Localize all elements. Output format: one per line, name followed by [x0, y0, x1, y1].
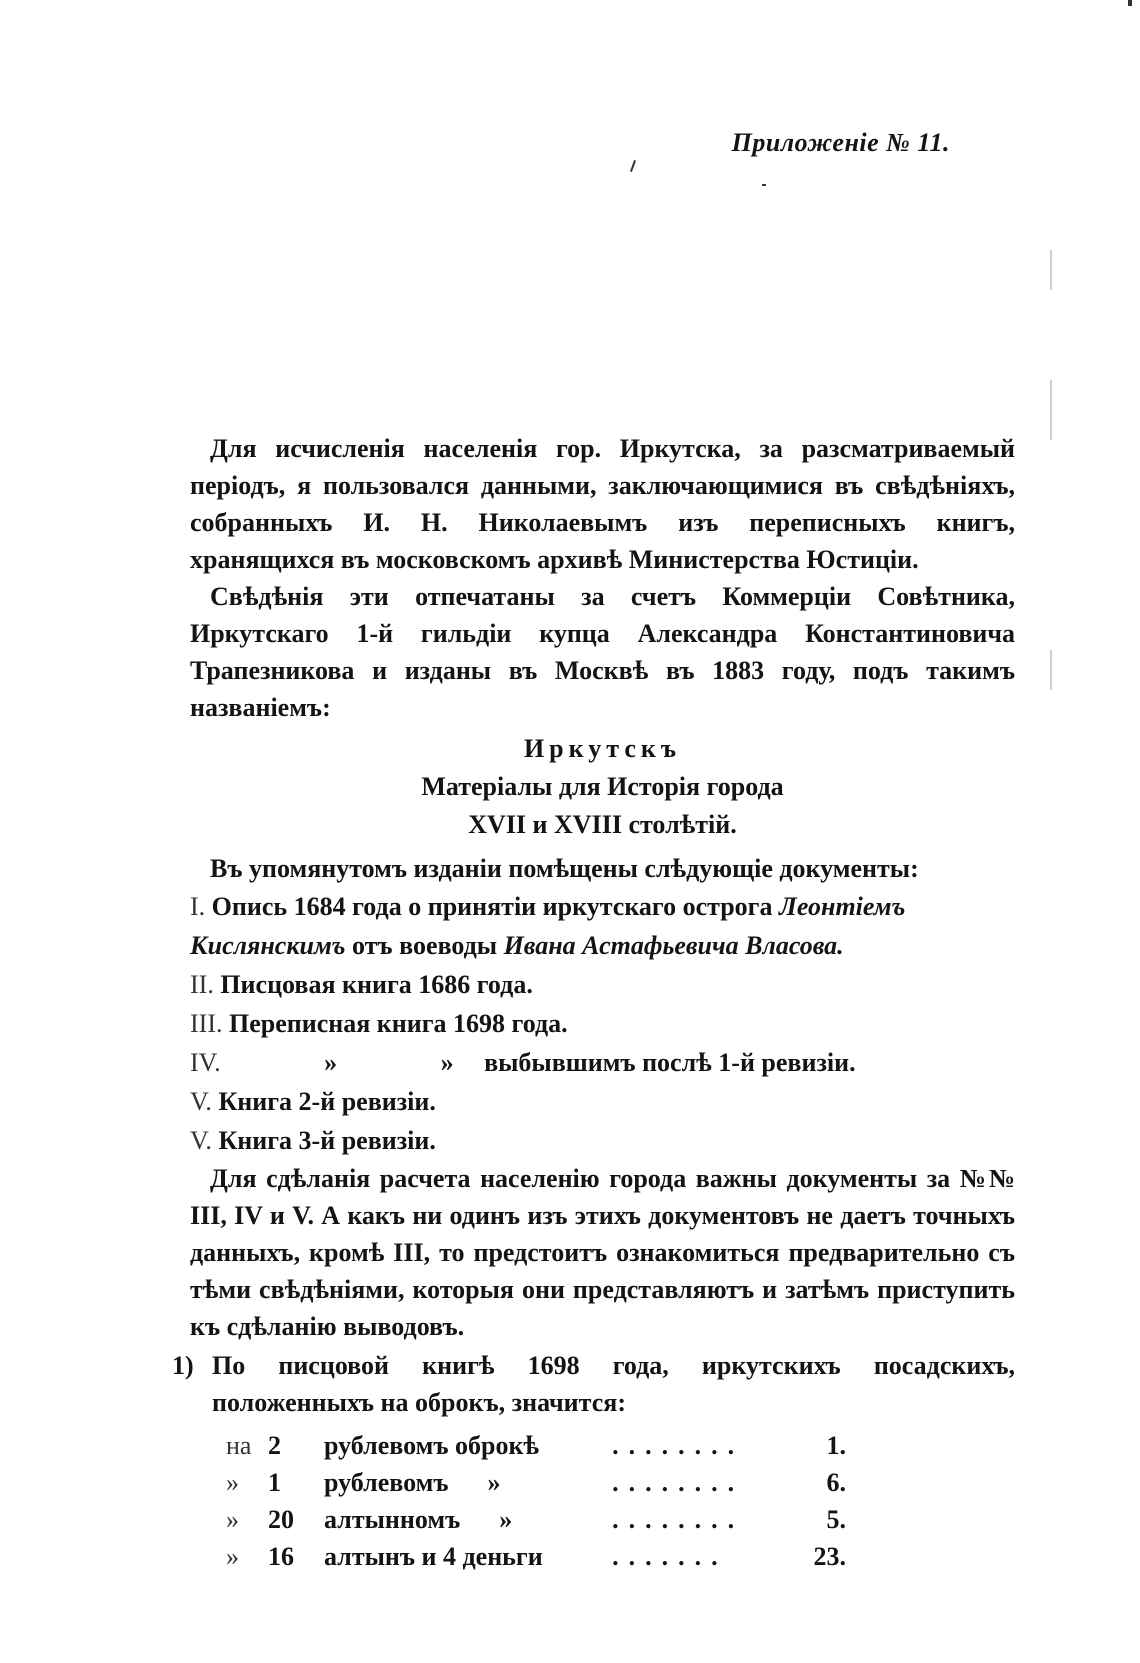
table-row	[226, 1427, 846, 1464]
obrok-table	[226, 1427, 846, 1575]
row-value: 1.	[826, 1431, 846, 1460]
row-desc: алтынномъ »	[324, 1505, 513, 1534]
row-prefix: »	[226, 1542, 239, 1571]
scan-speck	[762, 184, 766, 186]
title-line-2: Матеріалы для Исторія города	[421, 772, 784, 801]
row-value: 6.	[826, 1468, 846, 1497]
analysis-paragraph: Для сдѣланія расчета населенію города важны документы за №№ III, IV и V. А какъ ни одинъ изъ этихъ документовъ не даетъ точныхъ данныхъ, кромѣ III, то предстоитъ ознакомиться предварительно съ тѣми свѣдѣніями, которыя они представляютъ и затѣмъ приступить къ сдѣланію выводовъ.	[190, 1164, 1015, 1341]
document-text: Книга 2-й ревизіи.	[218, 1087, 436, 1116]
documents-intro: Въ упомянутомъ изданіи помѣщены слѣдующіе документы:	[210, 854, 919, 883]
scan-edge-line	[1050, 650, 1052, 690]
appendix-header: Приложеніе № 11.	[731, 128, 950, 157]
table-row	[226, 1501, 846, 1538]
row-prefix: »	[226, 1468, 239, 1497]
document-item	[190, 1082, 1015, 1121]
row-prefix: »	[226, 1505, 239, 1534]
row-leader: .......	[612, 1542, 728, 1571]
scan-speck	[1128, 0, 1132, 6]
numbered-item	[172, 1347, 1015, 1421]
document-text-italic: Леонтіемъ Кислянскимъ	[190, 892, 906, 960]
document-item	[190, 887, 1015, 965]
scan-edge-line	[1050, 250, 1052, 290]
document-roman: V.	[190, 1087, 212, 1116]
row-desc: алтынъ и 4 деньги	[324, 1542, 543, 1571]
publication-title	[190, 730, 1015, 844]
document-roman: II.	[190, 970, 214, 999]
document-text: Книга 3-й ревизіи.	[218, 1126, 436, 1155]
row-amount: 20	[268, 1505, 294, 1534]
row-desc: рублевомъ оброкѣ	[324, 1431, 540, 1460]
table-row	[226, 1464, 846, 1501]
document-text: отъ воеводы	[352, 931, 498, 960]
document-item	[190, 1121, 1015, 1160]
ditto-mark: »	[440, 1048, 454, 1077]
row-leader: ........	[612, 1468, 745, 1497]
document-item	[190, 965, 1015, 1004]
item-text: По писцовой книгѣ 1698 года, иркутскихъ посадскихъ, положенныхъ на оброкъ, значится:	[212, 1351, 1015, 1417]
document-text-italic: Ивана Астафьевича Власова.	[503, 931, 844, 960]
publication-paragraph: Свѣдѣнія эти отпечатаны за счетъ Коммерціи Совѣтника, Иркутскаго 1-й гильдіи купца Александра Константиновича Трапезникова и изданы въ Москвѣ въ 1883 году, подъ такимъ названіемъ:	[190, 582, 1015, 722]
row-prefix: на	[226, 1431, 252, 1460]
document-text: выбывшимъ послѣ 1-й ревизіи.	[484, 1048, 856, 1077]
title-line-3: XVII и XVIII столѣтій.	[468, 810, 737, 839]
row-amount: 1	[268, 1468, 281, 1497]
row-desc: рублевомъ »	[324, 1468, 501, 1497]
scan-edge-line	[1050, 380, 1052, 440]
intro-paragraph: Для исчисленія населенія гор. Иркутска, за разсматриваемый періодъ, я пользовался данными, заключающимися въ свѣдѣніяхъ, собранныхъ И. Н. Николаевымъ изъ переписныхъ книгъ, хранящихся въ московскомъ архивѣ Министерства Юстиціи.	[190, 434, 1015, 574]
title-line-1: Иркутскъ	[523, 734, 682, 763]
main-text	[172, 430, 1015, 1575]
document-item	[190, 1004, 1015, 1043]
row-leader: ........	[612, 1431, 745, 1460]
row-value: 23.	[813, 1542, 846, 1571]
table-row	[226, 1538, 846, 1575]
document-text: Переписная книга 1698 года.	[228, 1009, 568, 1038]
document-roman: I.	[190, 892, 206, 921]
row-amount: 2	[268, 1431, 281, 1460]
scan-speck	[630, 160, 636, 172]
ditto-mark: »	[324, 1048, 338, 1077]
document-roman: IV.	[190, 1048, 221, 1077]
document-roman: III.	[190, 1009, 223, 1038]
document-text: Опись 1684 года о принятіи иркутскаго острога	[211, 892, 773, 921]
document-roman: V.	[190, 1126, 212, 1155]
row-value: 5.	[826, 1505, 846, 1534]
row-amount: 16	[268, 1542, 294, 1571]
item-number: 1)	[172, 1351, 194, 1380]
row-leader: ........	[612, 1505, 745, 1534]
document-item	[190, 1043, 1015, 1082]
document-text: Писцовая книга 1686 года.	[220, 970, 533, 999]
